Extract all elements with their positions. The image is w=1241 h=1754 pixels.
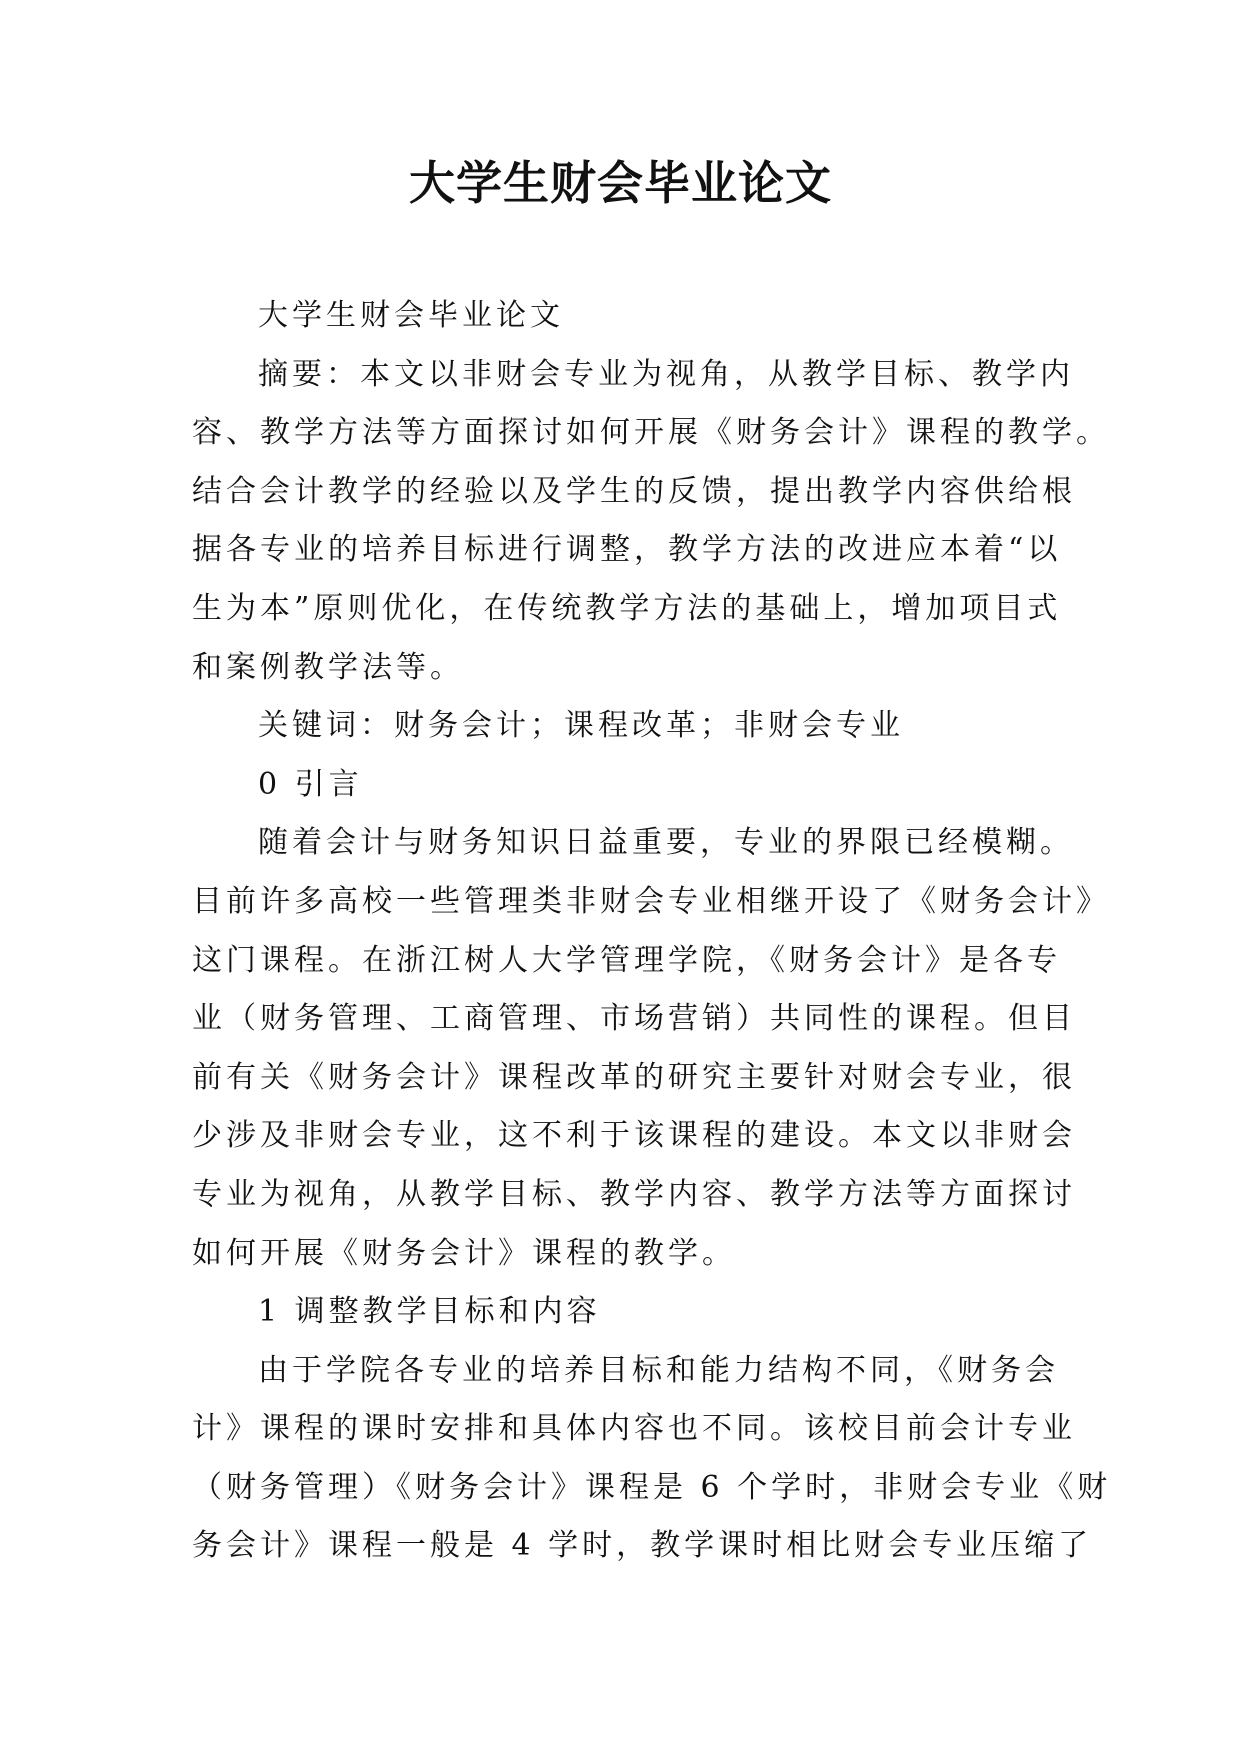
document-title: 大学生财会毕业论文 bbox=[409, 156, 832, 210]
paragraph-line: 少涉及非财会专业，这不利于该课程的建设。本文以非财会 bbox=[192, 1118, 1076, 1154]
paragraph-line: （财务管理）《财务会计》课程是 6 个学时，非财会专业《财 bbox=[192, 1469, 1112, 1505]
paragraph-line: 前有关《财务会计》课程改革的研究主要针对财会专业，很 bbox=[192, 1059, 1076, 1095]
abstract-line: 生为本”原则优化，在传统教学方法的基础上，增加项目式 bbox=[192, 590, 1062, 626]
paragraph-line: 业（财务管理、工商管理、市场营销）共同性的课程。但目 bbox=[192, 1001, 1076, 1037]
abstract-line: 摘要：本文以非财会专业为视角，从教学目标、教学内 bbox=[258, 356, 1074, 392]
paragraph-line: 计》课程的课时安排和具体内容也不同。该校目前会计专业 bbox=[192, 1411, 1076, 1447]
abstract-line: 容、教学方法等方面探讨如何开展《财务会计》课程的教学。 bbox=[192, 415, 1110, 451]
subtitle-line: 大学生财会毕业论文 bbox=[258, 298, 564, 333]
paragraph-line: 随着会计与财务知识日益重要，专业的界限已经模糊。 bbox=[258, 825, 1074, 861]
paragraph-line: 专业为视角，从教学目标、教学内容、教学方法等方面探讨 bbox=[192, 1176, 1076, 1212]
paragraph-line: 目前许多高校一些管理类非财会专业相继开设了《财务会计》 bbox=[192, 883, 1110, 919]
paragraph-line: 如何开展《财务会计》课程的教学。 bbox=[192, 1235, 736, 1271]
paragraph-line: 务会计》课程一般是 4 学时，教学课时相比财会专业压缩了 bbox=[192, 1528, 1093, 1564]
abstract-line: 据各专业的培养目标进行调整，教学方法的改进应本着“以 bbox=[192, 532, 1062, 568]
abstract-line: 和案例教学法等。 bbox=[192, 649, 464, 685]
section-heading-introduction: 0 引言 bbox=[258, 766, 363, 802]
paragraph-line: 这门课程。在浙江树人大学管理学院，《财务会计》是各专 bbox=[192, 942, 1061, 978]
abstract-line: 结合会计教学的经验以及学生的反馈，提出教学内容供给根 bbox=[192, 473, 1076, 509]
keywords-line: 关键词：财务会计；课程改革；非财会专业 bbox=[258, 708, 904, 744]
section-heading-1: 1 调整教学目标和内容 bbox=[258, 1294, 601, 1330]
paragraph-line: 由于学院各专业的培养目标和能力结构不同，《财务会 bbox=[258, 1352, 1059, 1388]
document-body bbox=[192, 287, 1112, 1576]
